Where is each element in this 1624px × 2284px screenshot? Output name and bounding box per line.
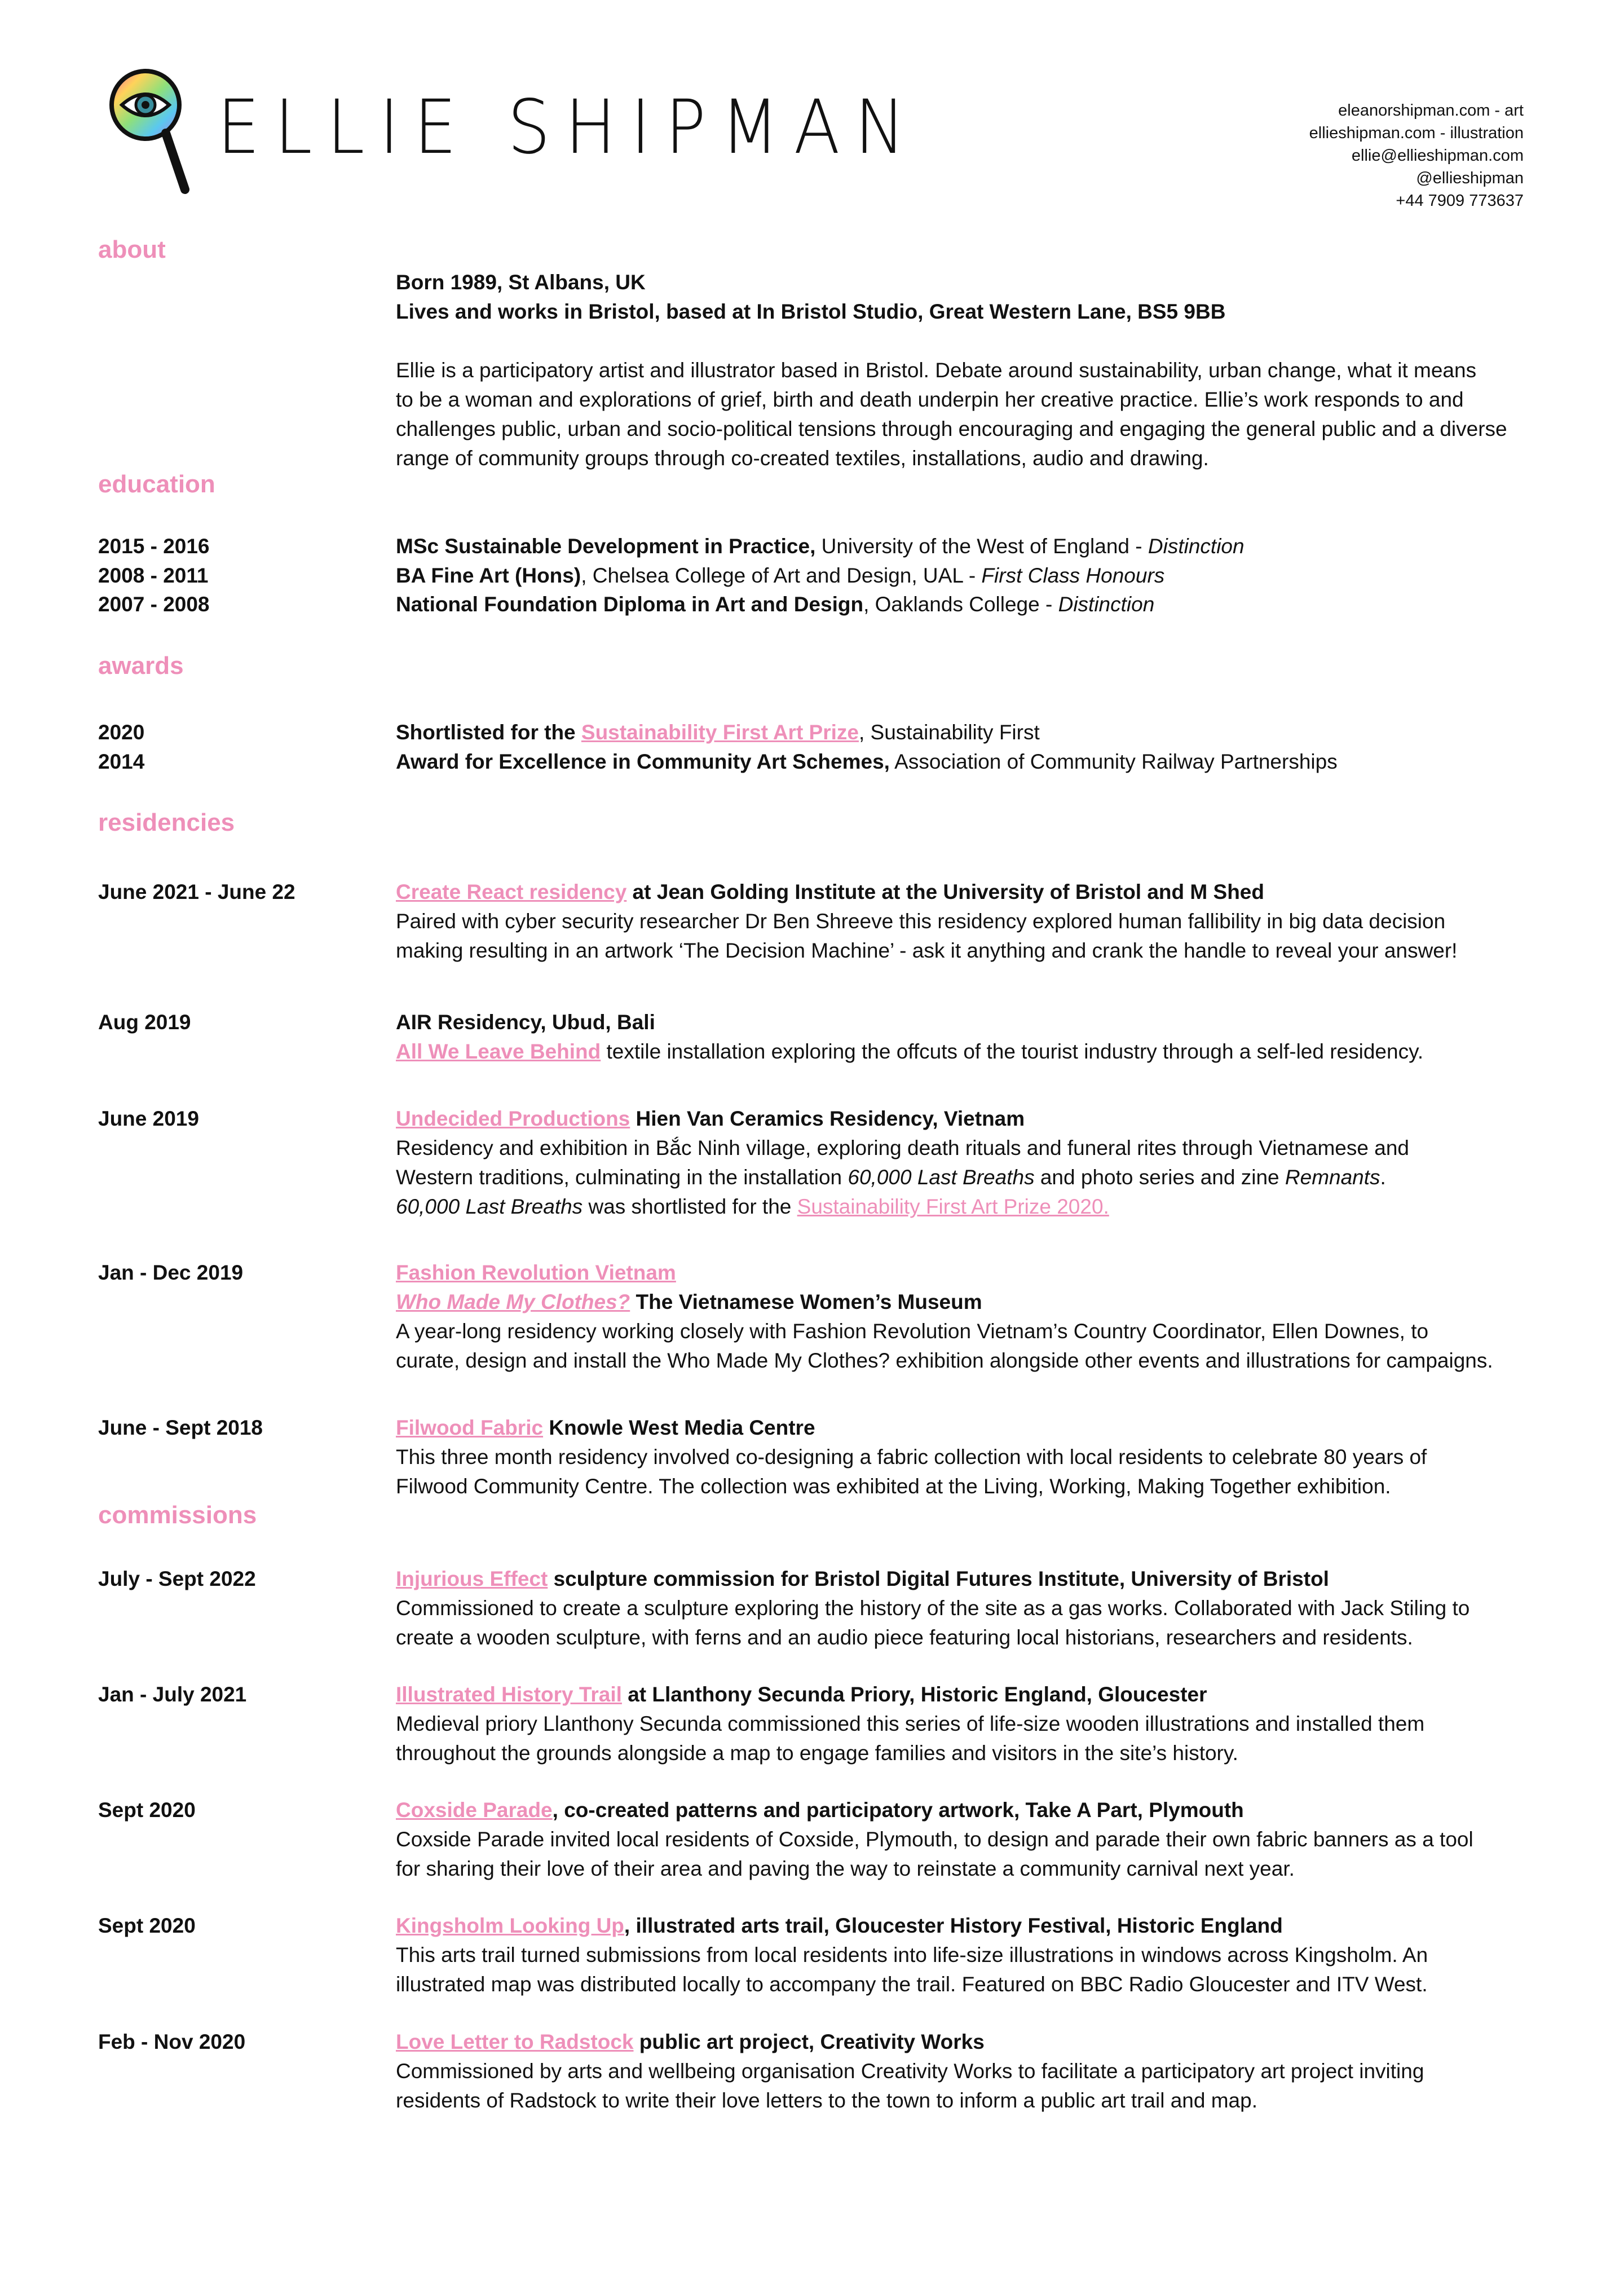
residency-desc: textile installation exploring the offcuts of the tourist industry through a self-led residency. bbox=[601, 1040, 1424, 1063]
about-bio-line: range of community groups through co-created textiles, installations, audio and drawing. bbox=[396, 447, 1209, 470]
section-heading-education: education bbox=[98, 470, 215, 498]
commission-date: Feb - Nov 2020 bbox=[98, 2030, 246, 2053]
education-note: First Class Honours bbox=[981, 564, 1165, 587]
commission-desc-line: residents of Radstock to write their love letters to the town to inform a public art trail and map. bbox=[396, 2089, 1257, 2112]
award-org: Association of Community Railway Partnerships bbox=[889, 750, 1338, 773]
commission-desc-line: Commissioned by arts and wellbeing organisation Creativity Works to facilitate a participatory art project inviting bbox=[396, 2060, 1424, 2083]
commission-date: July - Sept 2022 bbox=[98, 1567, 256, 1590]
education-title: MSc Sustainable Development in Practice, bbox=[396, 535, 816, 558]
commission-link[interactable]: Coxside Parade bbox=[396, 1798, 553, 1822]
residency-title: at Jean Golding Institute at the University of Bristol and M Shed bbox=[626, 880, 1264, 903]
residency-title: Hien Van Ceramics Residency, Vietnam bbox=[630, 1107, 1025, 1130]
artwork-title: Remnants bbox=[1285, 1166, 1380, 1189]
magnifying-glass-eye-icon bbox=[107, 67, 192, 196]
commission-desc-line: This arts trail turned submissions from local residents into life-size illustrations in windows across Kingsholm. An bbox=[396, 1943, 1428, 1966]
contact-illustration-site[interactable]: ellieshipman.com - illustration bbox=[1309, 124, 1524, 142]
education-title: BA Fine Art (Hons) bbox=[396, 564, 581, 587]
contact-email[interactable]: ellie@ellieshipman.com bbox=[1351, 147, 1524, 165]
residency-desc-line: Residency and exhibition in Bắc Ninh village, exploring death rituals and funeral rites through Vietnamese and bbox=[396, 1136, 1409, 1159]
award-link[interactable]: Sustainability First Art Prize bbox=[581, 721, 859, 744]
education-date: 2008 - 2011 bbox=[98, 564, 209, 587]
commission-link[interactable]: Love Letter to Radstock bbox=[396, 2030, 634, 2053]
about-bio-line: to be a woman and explorations of grief, birth and death underpin her creative practice. Ellie’s work responds to and bbox=[396, 388, 1464, 411]
commission-desc-line: throughout the grounds alongside a map to engage families and visitors in the site’s history. bbox=[396, 1741, 1238, 1765]
residency-desc-text: . bbox=[1380, 1166, 1386, 1189]
about-bio-line: Ellie is a participatory artist and illustrator based in Bristol. Debate around sustainability, urban change, what it means bbox=[396, 359, 1477, 382]
commission-date: Sept 2020 bbox=[98, 1914, 196, 1937]
residency-title: AIR Residency, Ubud, Bali bbox=[396, 1011, 655, 1034]
contact-block bbox=[1309, 99, 1524, 212]
residency-date: Jan - Dec 2019 bbox=[98, 1261, 244, 1284]
education-org: , Oaklands College - bbox=[863, 593, 1058, 616]
prize-link[interactable]: Sustainability First Art Prize 2020. bbox=[797, 1195, 1109, 1218]
residency-link[interactable]: Create React residency bbox=[396, 880, 627, 903]
artist-name: ELLIE SHIPMAN bbox=[217, 85, 920, 171]
award-org: , Sustainability First bbox=[858, 721, 1040, 744]
contact-art-site[interactable]: eleanorshipman.com - art bbox=[1338, 102, 1524, 120]
commission-title: , illustrated arts trail, Gloucester History Festival, Historic England bbox=[624, 1914, 1283, 1937]
residency-date: June - Sept 2018 bbox=[98, 1416, 263, 1439]
education-date: 2007 - 2008 bbox=[98, 593, 210, 616]
commission-desc-line: Medieval priory Llanthony Secunda commissioned this series of life-size wooden illustrations and installed them bbox=[396, 1712, 1425, 1735]
commission-link[interactable]: Kingsholm Looking Up bbox=[396, 1914, 624, 1937]
residency-date: June 2021 - June 22 bbox=[98, 880, 295, 903]
commission-link[interactable]: Injurious Effect bbox=[396, 1567, 548, 1590]
education-note: Distinction bbox=[1148, 535, 1245, 558]
commission-desc-line: Coxside Parade invited local residents of Coxside, Plymouth, to design and parade their own fabric banners as a tool bbox=[396, 1828, 1473, 1851]
residency-link[interactable]: Undecided Productions bbox=[396, 1107, 630, 1130]
residency-title: Knowle West Media Centre bbox=[543, 1416, 815, 1439]
commission-link[interactable]: Illustrated History Trail bbox=[396, 1683, 622, 1706]
artwork-title: 60,000 Last Breaths bbox=[848, 1166, 1035, 1189]
award-date: 2020 bbox=[98, 721, 145, 744]
artwork-title: 60,000 Last Breaths bbox=[396, 1195, 583, 1218]
residency-desc-line: Filwood Community Centre. The collection was exhibited at the Living, Working, Making Together exhibition. bbox=[396, 1475, 1391, 1498]
commission-date: Jan - July 2021 bbox=[98, 1683, 247, 1706]
residency-desc-line: This three month residency involved co-designing a fabric collection with local residents to celebrate 80 years of bbox=[396, 1445, 1427, 1469]
section-heading-awards: awards bbox=[98, 652, 184, 680]
award-title: Shortlisted for the bbox=[396, 721, 581, 744]
about-lives: Lives and works in Bristol, based at In Bristol Studio, Great Western Lane, BS5 9BB bbox=[396, 300, 1226, 323]
about-bio-line: challenges public, urban and socio-political tensions through encouraging and engaging the general public and a diverse bbox=[396, 417, 1507, 440]
education-note: Distinction bbox=[1058, 593, 1155, 616]
residency-link[interactable]: All We Leave Behind bbox=[396, 1040, 601, 1063]
award-title: Award for Excellence in Community Art Schemes, bbox=[396, 750, 890, 773]
residency-date: Aug 2019 bbox=[98, 1011, 191, 1034]
commission-title: public art project, Creativity Works bbox=[633, 2030, 985, 2053]
residency-desc-line: making resulting in an artwork ‘The Decision Machine’ - ask it anything and crank the handle to reveal your answer! bbox=[396, 939, 1458, 962]
award-date: 2014 bbox=[98, 750, 145, 773]
education-org: , Chelsea College of Art and Design, UAL - bbox=[581, 564, 982, 587]
about-born: Born 1989, St Albans, UK bbox=[396, 271, 646, 294]
residency-desc-line: A year-long residency working closely with Fashion Revolution Vietnam’s Country Coordinator, Ellen Downes, to bbox=[396, 1320, 1429, 1343]
section-heading-commissions: commissions bbox=[98, 1501, 257, 1529]
residency-desc-text: and photo series and zine bbox=[1034, 1166, 1285, 1189]
section-heading-residencies: residencies bbox=[98, 809, 235, 836]
residency-date: June 2019 bbox=[98, 1107, 199, 1130]
education-org: University of the West of England - bbox=[815, 535, 1148, 558]
commission-title: , co-created patterns and participatory artwork, Take A Part, Plymouth bbox=[552, 1798, 1244, 1822]
section-heading-about: about bbox=[98, 236, 166, 263]
education-title: National Foundation Diploma in Art and Design bbox=[396, 593, 864, 616]
residency-link[interactable]: Who Made My Clothes? bbox=[396, 1290, 630, 1313]
commission-desc-line: Commissioned to create a sculpture exploring the history of the site as a gas works. Collaborated with Jack Stiling to bbox=[396, 1597, 1470, 1620]
contact-phone: +44 7909 773637 bbox=[1396, 192, 1524, 210]
commission-title: at Llanthony Secunda Priory, Historic England, Gloucester bbox=[621, 1683, 1207, 1706]
commission-desc-line: illustrated map was distributed locally to accompany the trail. Featured on BBC Radio Gloucester and ITV West. bbox=[396, 1973, 1428, 1996]
education-date: 2015 - 2016 bbox=[98, 535, 210, 558]
residency-link[interactable]: Filwood Fabric bbox=[396, 1416, 544, 1439]
commission-date: Sept 2020 bbox=[98, 1798, 196, 1822]
residency-desc-line: Paired with cyber security researcher Dr Ben Shreeve this residency explored human fallibility in big data decision bbox=[396, 910, 1446, 933]
residency-desc-text: Western traditions, culminating in the installation bbox=[396, 1166, 848, 1189]
residency-desc-text: was shortlisted for the bbox=[582, 1195, 797, 1218]
contact-handle[interactable]: @ellieshipman bbox=[1416, 169, 1524, 187]
commission-desc-line: create a wooden sculpture, with ferns and an audio piece featuring local historians, researchers and residents. bbox=[396, 1626, 1413, 1649]
commission-title: sculpture commission for Bristol Digital Futures Institute, University of Bristol bbox=[548, 1567, 1329, 1590]
residency-link[interactable]: Fashion Revolution Vietnam bbox=[396, 1261, 676, 1284]
residency-desc-line: curate, design and install the Who Made My Clothes? exhibition alongside other events and illustrations for campaigns. bbox=[396, 1349, 1493, 1372]
commission-desc-line: for sharing their love of their area and paving the way to reinstate a community carnival next year. bbox=[396, 1857, 1295, 1880]
residency-title: The Vietnamese Women’s Museum bbox=[630, 1290, 982, 1313]
